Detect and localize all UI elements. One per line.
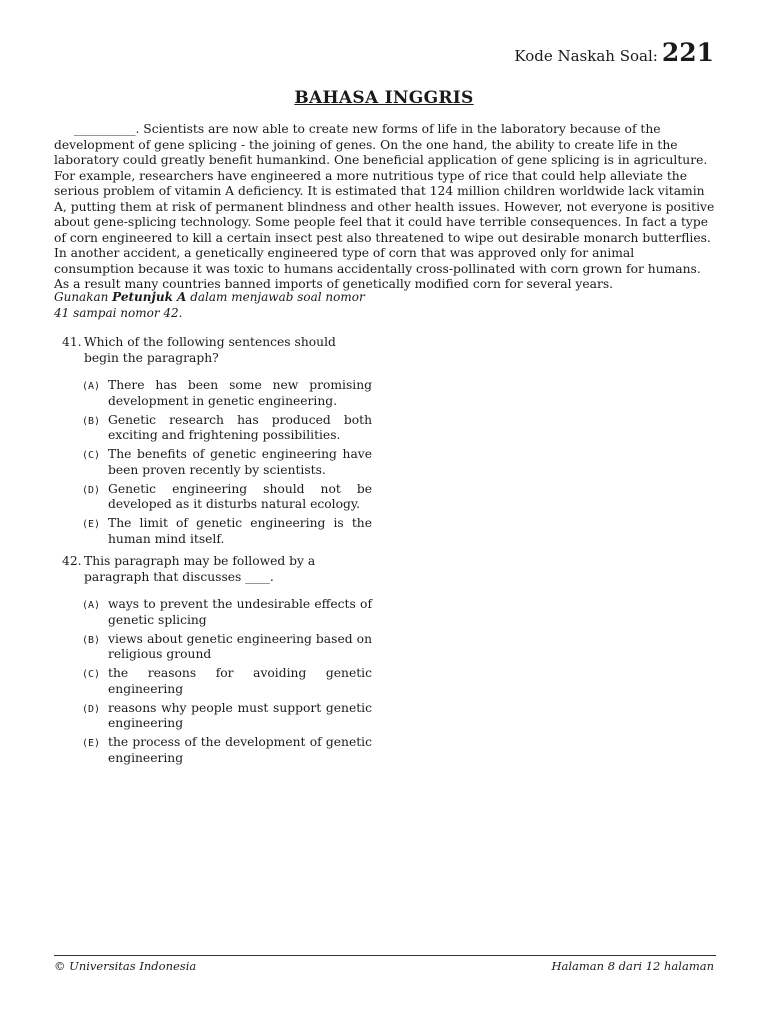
option-b[interactable] <box>82 632 372 663</box>
footer-copyright: © Universitas Indonesia <box>54 959 197 973</box>
option-text: the process of the development of genetic engineering <box>108 735 372 765</box>
option-text: ways to prevent the undesirable effects of genetic splicing <box>108 597 372 627</box>
option-d[interactable] <box>82 701 372 732</box>
option-letter: (B) <box>82 634 101 646</box>
option-c[interactable] <box>82 447 372 478</box>
option-text: the reasons for avoiding genetic engineering <box>108 666 372 696</box>
passage-text: __________. Scientists are now able to create new forms of life in the laboratory because of the development of gene splicing - the joining of genes. On the one hand, the ability to create life in the laboratory could greatly benefit humankind. One beneficial application of gene splicing is in agriculture. For example, researchers have engineered a more nutritious type of rice that could help alleviate the serious problem of vitamin A deficiency. It is estimated that 124 million children worldwide lack vitamin A, putting them at risk of permanent blindness and other health issues. However, not everyone is positive about gene-splicing technology. Some people feel that it could have terrible consequences. In fact a type of corn engineered to kill a certain insect pest also threatened to wipe out desirable monarch butterflies. In another accident, a genetically engineered type of corn that was approved only for animal consumption because it was toxic to humans accidentally cross-pollinated with corn grown for humans. As a result many countries banned imports of genetically modified corn for several years. <box>54 122 715 291</box>
answer-options <box>82 378 372 547</box>
option-text: views about genetic engineering based on religious ground <box>108 631 372 661</box>
answer-options <box>82 597 372 766</box>
option-letter: (E) <box>82 738 101 749</box>
page-title: BAHASA INGGRIS <box>294 88 474 108</box>
option-letter: (A) <box>82 381 101 392</box>
option-a[interactable] <box>82 597 372 628</box>
option-b[interactable] <box>82 413 372 444</box>
option-letter: (E) <box>82 519 101 530</box>
question-42 <box>62 554 372 770</box>
option-text: The limit of genetic engineering is the human mind itself. <box>108 516 372 546</box>
question-41 <box>62 335 372 551</box>
option-text: reasons why people must support genetic engineering <box>108 700 372 730</box>
option-letter: (C) <box>82 450 101 461</box>
option-text: Genetic research has produced both exciting and frightening possibilities. <box>108 412 372 442</box>
instruction-text: Gunakan Petunjuk A dalam menjawab soal nomor 41 sampai nomor 42. <box>54 290 365 320</box>
question-text: This paragraph may be followed by a paragraph that discusses ____. <box>84 554 316 584</box>
option-letter: (D) <box>82 703 101 715</box>
exam-code <box>514 38 714 67</box>
reading-passage <box>54 122 716 293</box>
question-text: Which of the following sentences should begin the paragraph? <box>84 335 336 365</box>
option-e[interactable] <box>82 516 372 547</box>
instruction-bold: Petunjuk A <box>112 290 187 304</box>
option-letter: (B) <box>82 415 101 427</box>
option-e[interactable] <box>82 735 372 766</box>
exam-code-label: Kode Naskah Soal: <box>514 47 658 65</box>
option-text: There has been some new promising development in genetic engineering. <box>108 378 372 408</box>
option-letter: (A) <box>82 600 101 611</box>
footer-divider <box>54 955 716 956</box>
option-text: The benefits of genetic engineering have been proven recently by scientists. <box>108 447 372 477</box>
footer-page-number: Halaman 8 dari 12 halaman <box>551 959 714 973</box>
option-text: Genetic engineering should not be developed as it disturbs natural ecology. <box>108 481 372 511</box>
option-a[interactable] <box>82 378 372 409</box>
question-number: 42. <box>62 554 82 568</box>
exam-code-number: 221 <box>661 38 714 67</box>
option-letter: (C) <box>82 669 101 680</box>
option-c[interactable] <box>82 666 372 697</box>
option-letter: (D) <box>82 484 101 496</box>
question-number: 41. <box>62 335 82 349</box>
option-d[interactable] <box>82 482 372 513</box>
